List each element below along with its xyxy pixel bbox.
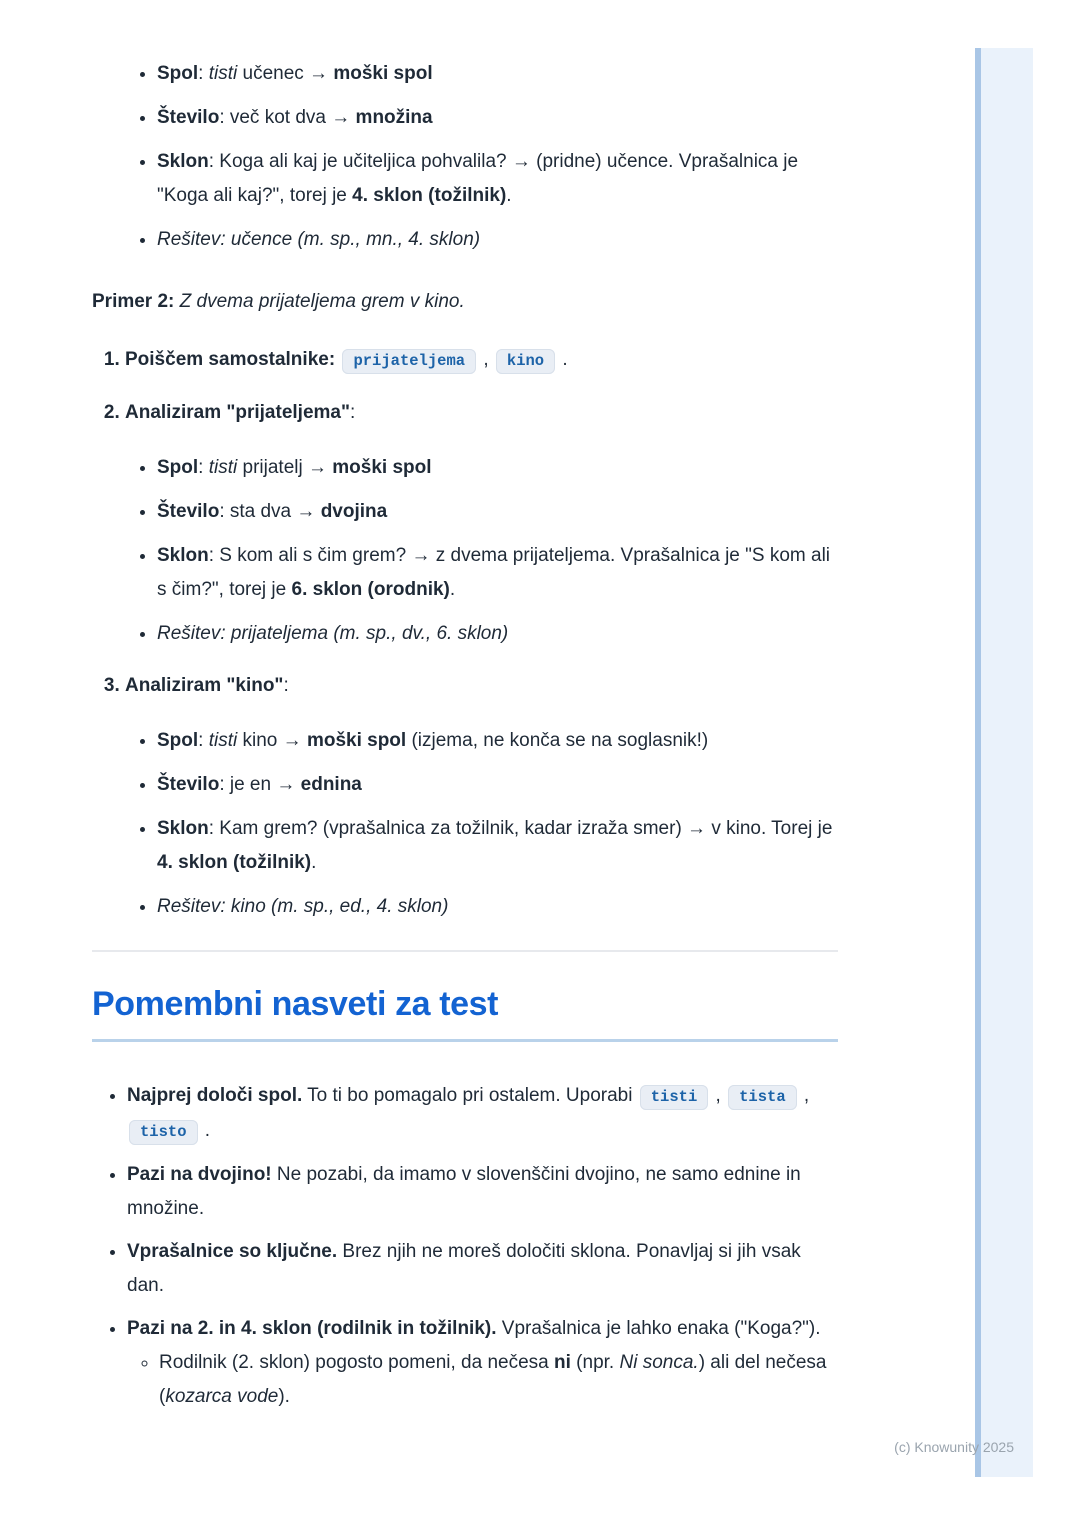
text-segment: (izjema, ne konča se na soglasnik!) — [406, 730, 709, 751]
text-segment: Pazi na 2. in 4. sklon (rodilnik in tožilnik). — [127, 1318, 497, 1339]
text-segment: : — [283, 675, 289, 696]
list-item — [157, 617, 838, 651]
text-segment: 4. sklon (tožilnik) — [352, 185, 507, 206]
list-item — [157, 539, 838, 607]
text-segment: . — [506, 185, 512, 206]
list-item — [127, 1079, 838, 1149]
list-item — [157, 890, 838, 924]
list-item — [157, 101, 838, 135]
text-segment: moški spol — [333, 63, 433, 84]
text-segment: : je en → — [219, 774, 301, 795]
text-segment: ni — [554, 1352, 571, 1373]
text-segment: tisti — [208, 457, 238, 478]
section-divider — [92, 950, 838, 952]
text-segment: Sklon — [157, 151, 209, 172]
text-segment: , — [798, 1085, 810, 1106]
prijateljema-analysis-list — [125, 451, 838, 651]
text-segment: : Koga ali kaj je učiteljica pohvalila? → (pridne) učence. Vprašalnica je "Koga ali kaj?", torej je — [157, 151, 799, 206]
text-segment: . — [311, 852, 317, 873]
text-segment: Rodilnik (2. sklon) pogosto pomeni, da nečesa — [159, 1352, 555, 1373]
example2-steps — [92, 343, 838, 924]
inline-code-chip: tisto — [129, 1120, 198, 1145]
copyright-footer: (c) Knowunity 2025 — [894, 1439, 1014, 1455]
list-item — [159, 1346, 838, 1414]
text-segment: Rešitev: prijateljema (m. sp., dv., 6. sklon) — [157, 623, 509, 644]
text-segment: : več kot dva → — [219, 107, 356, 128]
list-item — [127, 1312, 838, 1414]
text-segment: : — [198, 457, 209, 478]
text-segment: Rešitev: kino (m. sp., ed., 4. sklon) — [157, 896, 449, 917]
text-segment: Spol — [157, 63, 199, 84]
text-segment: dvojina — [320, 501, 388, 522]
list-item — [157, 495, 838, 529]
text-segment: Sklon — [157, 818, 209, 839]
text-segment: ) ali del nečesa ( — [159, 1352, 827, 1407]
text-segment: Analiziram "kino" — [125, 675, 284, 696]
text-segment: učenec → — [237, 63, 334, 84]
text-segment: Število — [157, 501, 220, 522]
text-segment: : S kom ali s čim grem? → z dvema prijateljema. Vprašalnica je "S kom ali s čim?", torej je — [157, 545, 831, 600]
list-item — [127, 1235, 838, 1303]
text-segment: kino → — [237, 730, 307, 751]
text-segment: tisti — [208, 63, 238, 84]
text-segment: : — [350, 402, 356, 423]
text-segment: Primer 2: — [92, 291, 175, 312]
rodilnik-note-list — [127, 1346, 838, 1414]
list-item — [125, 396, 838, 651]
text-segment: Sklon — [157, 545, 209, 566]
list-item — [157, 768, 838, 802]
text-segment: moški spol — [306, 730, 407, 751]
text-segment: Ne pozabi, da imamo v slovenščini dvojino, ne samo ednine in množine. — [127, 1164, 801, 1219]
tips-list — [92, 1079, 838, 1414]
text-segment: To ti bo pomagalo pri ostalem. Uporabi — [302, 1085, 638, 1106]
example1-analysis-list — [92, 57, 838, 257]
tips-heading: Pomembni nasveti za test — [92, 983, 838, 1042]
text-segment: Vprašalnice so ključne. — [127, 1241, 338, 1262]
text-segment: : sta dva → — [219, 501, 321, 522]
text-segment: Spol — [157, 730, 199, 751]
inline-code-chip: kino — [496, 349, 555, 374]
text-segment: Število — [157, 107, 220, 128]
text-segment: moški spol — [332, 457, 432, 478]
text-segment: Spol — [157, 457, 199, 478]
text-segment: (npr. — [570, 1352, 620, 1373]
list-item — [157, 724, 838, 758]
list-item — [157, 451, 838, 485]
text-segment: 6. sklon (orodnik) — [291, 579, 450, 600]
text-segment: : — [198, 63, 209, 84]
text-segment: Poiščem samostalnike: — [125, 349, 336, 370]
list-item — [157, 223, 838, 257]
text-segment: Vprašalnica je lahko enaka ("Koga?"). — [496, 1318, 821, 1339]
inline-code-chip: tista — [728, 1085, 797, 1110]
text-segment: kozarca vode — [165, 1386, 279, 1407]
text-segment: tisti — [208, 730, 238, 751]
text-segment: Rešitev: učence (m. sp., mn., 4. sklon) — [157, 229, 481, 250]
text-segment: množina — [355, 107, 433, 128]
list-item — [127, 1158, 838, 1226]
text-segment: Pazi na dvojino! — [127, 1164, 272, 1185]
text-segment: Brez njih ne moreš določiti sklona. Ponavljaj si jih vsak dan. — [127, 1241, 801, 1296]
text-segment: Z dvema prijateljema grem v kino. — [179, 291, 465, 312]
list-item — [157, 57, 838, 91]
kino-analysis-list — [125, 724, 838, 924]
list-item — [125, 669, 838, 924]
text-segment: Ni sonca. — [619, 1352, 699, 1373]
text-segment: ). — [278, 1386, 290, 1407]
text-segment: 4. sklon (tožilnik) — [157, 852, 312, 873]
inline-code-chip: tisti — [640, 1085, 709, 1110]
text-segment: . — [557, 349, 568, 370]
list-item — [157, 812, 838, 880]
text-segment: . — [449, 579, 456, 600]
list-item — [125, 343, 838, 378]
text-segment: : — [198, 730, 209, 751]
text-segment: : Kam grem? (vprašalnica za tožilnik, kadar izraža smer) → v kino. Torej je — [208, 818, 833, 839]
text-segment: Analiziram "prijateljema" — [125, 402, 350, 423]
example2-intro — [92, 285, 838, 319]
right-edge-strip — [975, 48, 1033, 1477]
text-segment: Najprej določi spol. — [127, 1085, 303, 1106]
inline-code-chip: prijateljema — [342, 349, 476, 374]
text-segment: , — [478, 349, 494, 370]
text-segment: ednina — [300, 774, 362, 795]
document-content — [92, 57, 838, 1414]
text-segment: Število — [157, 774, 220, 795]
list-item — [157, 145, 838, 213]
text-segment: prijatelj → — [237, 457, 333, 478]
text-segment: . — [199, 1120, 211, 1141]
text-segment — [335, 349, 340, 370]
text-segment: , — [710, 1085, 727, 1106]
